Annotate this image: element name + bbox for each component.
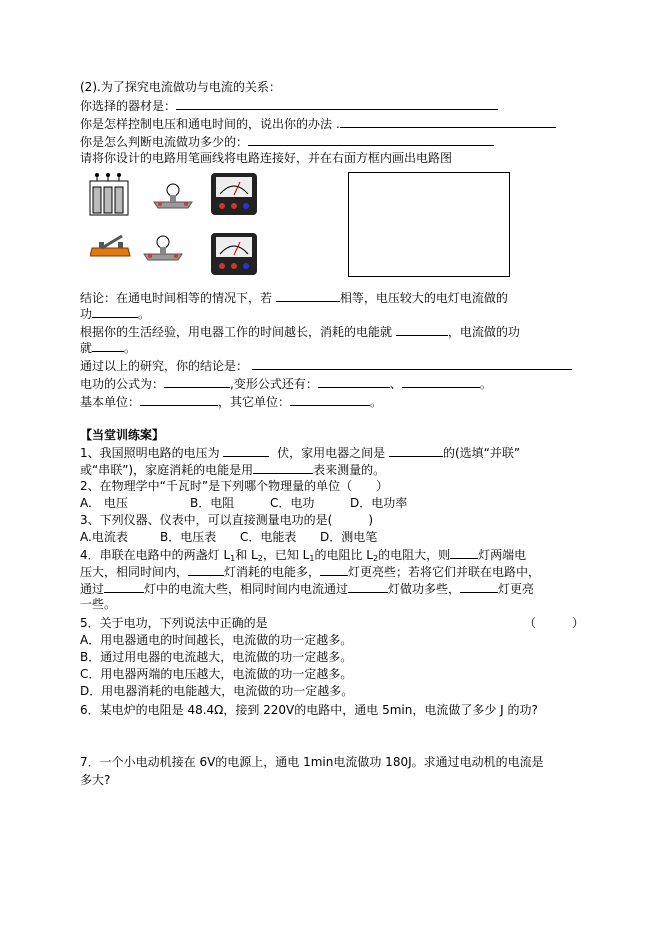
meter-icon: [210, 232, 258, 276]
question-4-cont: 通过 灯中的电流大些，相同时间内电流通过 灯做功多些， 灯更亮: [80, 582, 535, 596]
sub-question-title: (2).为了探究电流做功与电流的关系：: [80, 80, 281, 94]
bulb-on-base-icon: [150, 180, 196, 210]
control-method-line: 你是怎样控制电压和通电时间的，说出你的办法 .: [80, 116, 556, 132]
option-d[interactable]: D．电功率: [350, 496, 408, 510]
blank[interactable]: [290, 394, 370, 406]
blank[interactable]: [92, 306, 138, 318]
blank[interactable]: [92, 340, 124, 352]
blank[interactable]: [188, 564, 224, 576]
blank[interactable]: [320, 564, 348, 576]
option-c[interactable]: C．电功: [270, 496, 315, 510]
question-2-options: [80, 496, 407, 511]
experience-line: 根据你的生活经验，用电器工作的时间越长，消耗的电能就 ，电流做的功: [80, 325, 520, 339]
question-4: 4．串联在电路中的两盏灯 $L_1$和 $L_2$，已知 $L_1$的电阻比 $L_2$的电阻大，则 灯两端电: [80, 548, 527, 563]
option-c[interactable]: C．用电器两端的电压越大，电流做的功一定越多。: [80, 667, 353, 681]
question-4-cont: 压大，相同时间内， 灯消耗的电能多， 灯更亮些；若将它们并联在电路中，: [80, 565, 541, 579]
question-3-options: [80, 530, 377, 545]
question-1: 1、我国照明电路的电压为 伏，家用电器之间是 的(选填“并联”: [80, 446, 521, 460]
option-a[interactable]: A．用电器通电的时间越长，电流做的功一定越多。: [80, 633, 353, 647]
conclusion-line-2: 功 。: [80, 307, 151, 321]
blank[interactable]: [340, 116, 556, 128]
blank[interactable]: [348, 581, 388, 593]
blank[interactable]: [248, 134, 494, 146]
instruction-line: 请将你设计的电路用笔画线将电路连接好，并在右面方框内画出电路图: [80, 151, 453, 165]
question-6: 6．某电炉的电阻是 48.4Ω，接到 220V的电路中，通电 5min，电流做了多少 J 的功?: [80, 703, 538, 717]
circuit-diagram-box[interactable]: [348, 172, 510, 277]
answer-bracket[interactable]: （ ）: [524, 616, 585, 630]
equipment-line: 你选择的器材是：: [80, 98, 498, 114]
blank[interactable]: [396, 324, 448, 336]
blank[interactable]: [252, 358, 572, 370]
experience-line-2: 就 。: [80, 341, 137, 355]
blank[interactable]: [253, 462, 313, 474]
blank[interactable]: [176, 98, 498, 110]
formula-line: 电功的公式为： ,变形公式还有： 、 。: [80, 377, 492, 391]
switch-icon: [90, 232, 132, 260]
option-b[interactable]: B．电压表: [160, 530, 217, 544]
question-5: 5．关于电功，下列说法中正确的是: [80, 616, 268, 630]
meter-icon: [210, 172, 258, 216]
section-title: 【当堂训练案】: [80, 428, 165, 442]
battery-pack-icon: [88, 172, 130, 218]
blank[interactable]: [318, 376, 390, 388]
blank[interactable]: [104, 581, 144, 593]
blank[interactable]: [276, 290, 340, 302]
blank[interactable]: [460, 581, 498, 593]
blank[interactable]: [450, 547, 478, 559]
result-line: 通过以上的研究，你的结论是：: [80, 358, 572, 374]
option-d[interactable]: D．用电器消耗的电能越大，电流做的功一定越多。: [80, 684, 354, 698]
blank[interactable]: [389, 445, 443, 457]
blank[interactable]: [402, 376, 480, 388]
blank[interactable]: [223, 445, 269, 457]
option-c[interactable]: C．电能表: [240, 530, 297, 544]
unit-line: 基本单位： ，其它单位： 。: [80, 395, 383, 409]
option-b[interactable]: B．通过用电器的电流越大，电流做的功一定越多。: [80, 650, 353, 664]
blank[interactable]: [140, 394, 218, 406]
bulb-on-base-icon: [140, 232, 186, 262]
option-a[interactable]: A. 电压: [80, 496, 128, 510]
conclusion-line: 结论：在通电时间相等的情况下，若 相等，电压较大的电灯电流做的: [80, 291, 508, 305]
judge-work-line: 你是怎么判断电流做功多少的：: [80, 134, 494, 150]
blank[interactable]: [164, 376, 230, 388]
option-d[interactable]: D．测电笔: [320, 530, 378, 544]
question-7-cont: 多大?: [80, 773, 111, 787]
question-7: 7．一个小电动机接在 6V的电源上，通电 1min电流做功 180J。求通过电动机的电流是: [80, 755, 544, 769]
option-a[interactable]: A.电流表: [80, 530, 128, 544]
question-2: 2、在物理学中“千瓦时”是下列哪个物理量的单位（ ）: [80, 479, 389, 493]
option-b[interactable]: B．电阻: [190, 496, 235, 510]
question-4-cont: 一些。: [80, 597, 117, 611]
question-3: 3、下列仪器、仪表中，可以直接测量电功的是( ): [80, 513, 374, 527]
question-1-cont: 或“串联”)，家庭消耗的电能是用 表来测量的。: [80, 463, 386, 477]
